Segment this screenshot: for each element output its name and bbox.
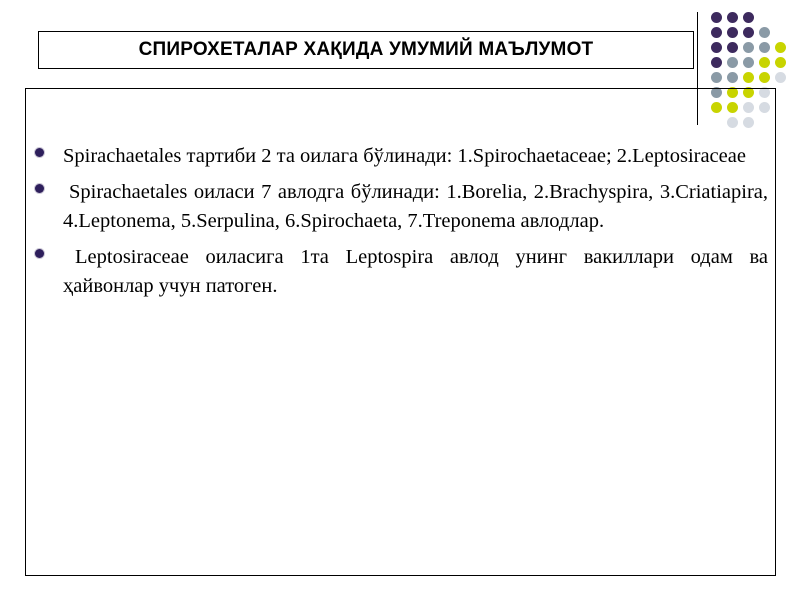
bullet-item bbox=[33, 178, 768, 236]
decor-dot bbox=[743, 42, 754, 53]
decor-dot bbox=[711, 57, 722, 68]
decor-dot bbox=[727, 72, 738, 83]
decor-dot bbox=[759, 42, 770, 53]
decor-dot bbox=[711, 42, 722, 53]
bullet-dot-icon bbox=[35, 148, 44, 157]
decor-dot bbox=[743, 12, 754, 23]
bullet-text: Spirachaetales тартиби 2 та оилага бўлинади: 1.Spirochaetaceae; 2.Leptosiraceae bbox=[63, 145, 746, 167]
decor-dot bbox=[727, 42, 738, 53]
bullet-dot-icon bbox=[35, 249, 44, 258]
decor-dot bbox=[743, 27, 754, 38]
decor-dot bbox=[711, 72, 722, 83]
decor-dot bbox=[711, 27, 722, 38]
bullet-item bbox=[33, 243, 768, 301]
decor-dot bbox=[727, 27, 738, 38]
decor-dot bbox=[759, 27, 770, 38]
bullet-text: Leptosiraceae оиласига 1та Leptospira авлод унинг вакиллари одам ва ҳайвонлар учун патоген. bbox=[63, 246, 768, 297]
decor-dot bbox=[775, 72, 786, 83]
bullet-text: Spirachaetales оиласи 7 авлодга бўлинади: 1.Borelia, 2.Brachyspira, 3.Criatiapira, 4.Leptonema, 5.Serpulina, 6.Spirochaeta, 7.Treponema авлодлар. bbox=[63, 181, 768, 232]
bullet-item bbox=[33, 142, 768, 171]
bullet-list bbox=[33, 142, 768, 308]
slide-title: СПИРОХЕТАЛАР ХАҚИДА УМУМИЙ МАЪЛУМОТ bbox=[138, 39, 594, 60]
decor-dot bbox=[759, 72, 770, 83]
bullet-dot-icon bbox=[35, 184, 44, 193]
decor-dot bbox=[711, 12, 722, 23]
decor-dot bbox=[775, 57, 786, 68]
decor-dot bbox=[759, 57, 770, 68]
decor-dot bbox=[727, 12, 738, 23]
decor-dot bbox=[775, 42, 786, 53]
slide-title-box bbox=[38, 31, 694, 69]
decor-dot bbox=[727, 57, 738, 68]
decor-dot bbox=[743, 72, 754, 83]
decor-dot bbox=[743, 57, 754, 68]
